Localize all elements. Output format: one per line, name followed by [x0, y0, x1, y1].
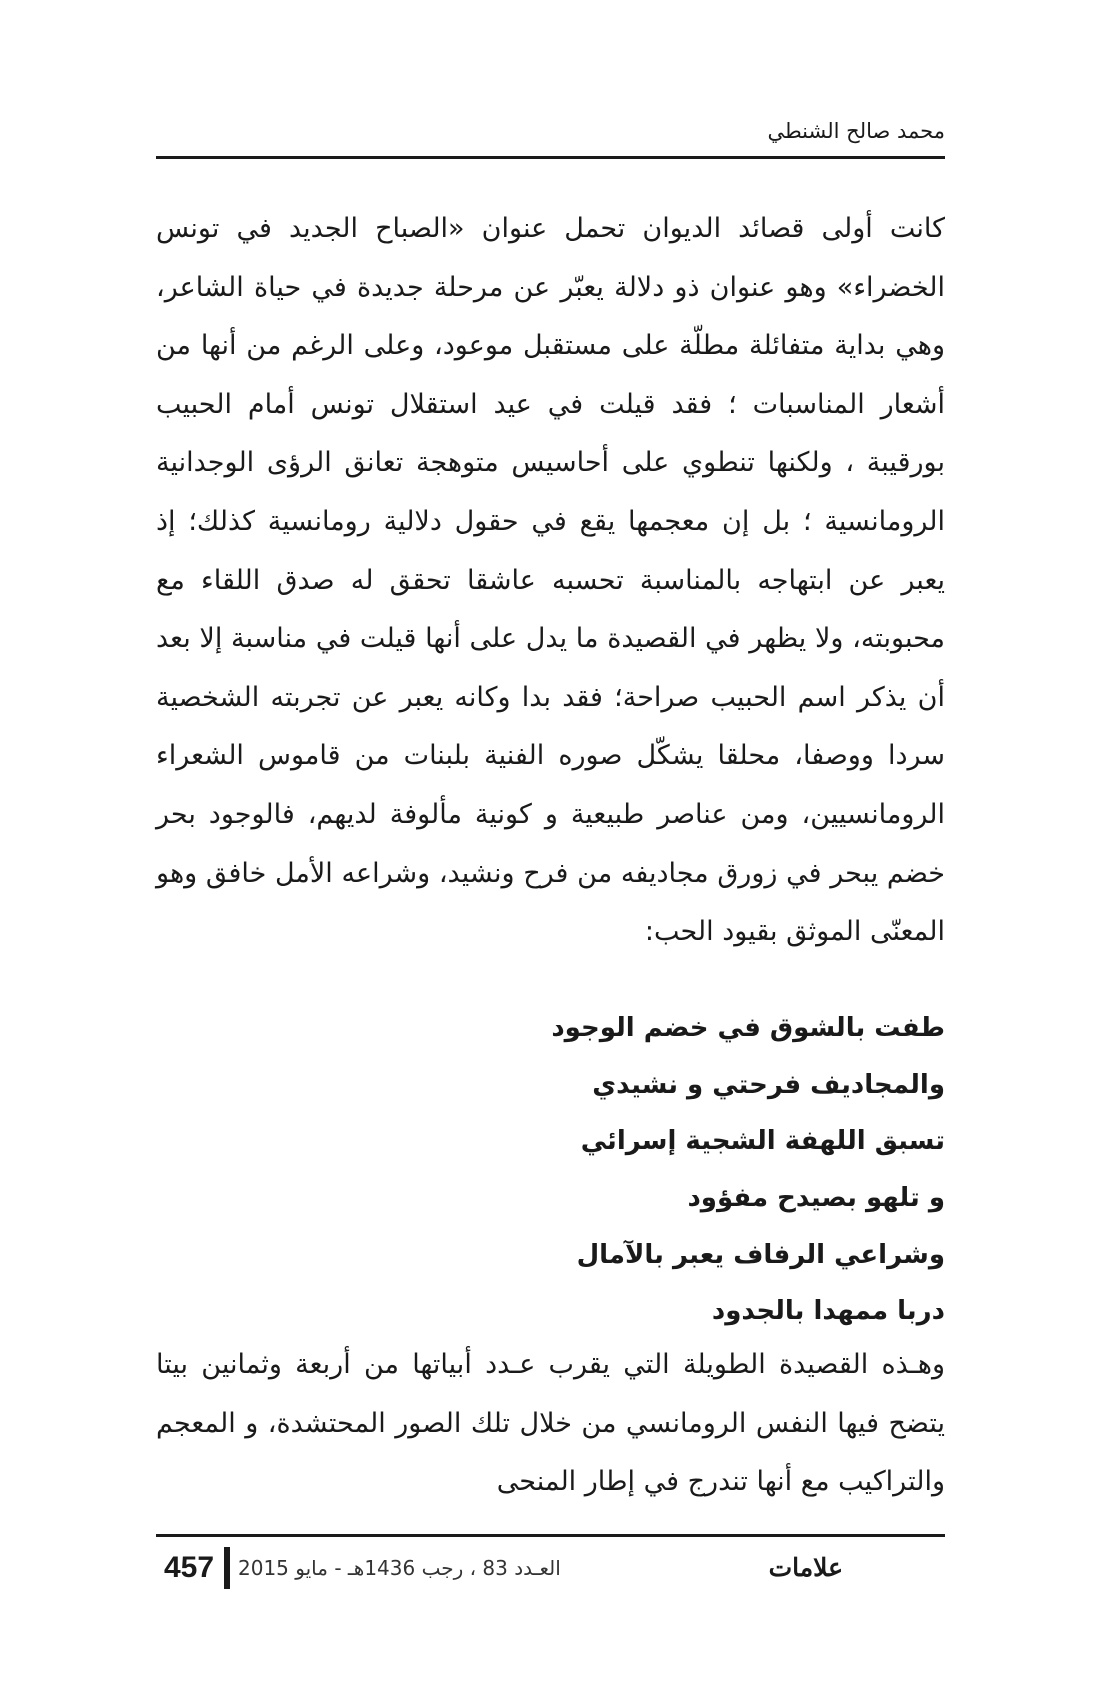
poem-line-6: دربا ممهدا بالجدود: [711, 1296, 945, 1327]
poem-line-1: طفت بالشوق في خضم الوجود: [551, 1013, 945, 1043]
poem-excerpt: [156, 1000, 945, 1340]
issue-info: العـدد 83 ، رجب 1436هـ - مايو 2015: [238, 1556, 561, 1580]
journal-logo: علامات: [768, 1553, 843, 1582]
poem-line-5: وشراعي الرفاف يعبر بالآمال: [576, 1239, 945, 1270]
poem-line-4: و تلهو بصيدح مفؤود: [687, 1183, 945, 1214]
running-header-author: محمد صالح الشنطي: [767, 119, 945, 143]
poem-line-3: تسبق اللهفة الشجية إسرائي: [580, 1126, 945, 1157]
header-divider: [156, 156, 945, 159]
poem-line-2: والمجاديف فرحتي و نشيدي: [592, 1069, 945, 1100]
footer-divider: [156, 1534, 945, 1537]
page-footer: [156, 1543, 945, 1593]
page-number: 457: [164, 1551, 215, 1584]
footer-separator-bar: [224, 1547, 230, 1589]
body-paragraph-1: كانت أولى قصائد الديوان تحمل عنوان «الصباح الجديد في تونس الخضراء» وهو عنوان ذو دلالة يعبّر عن مرحلة جديدة في حياة الشاعر، وهي بداية متفائلة مطلّة على مستقبل موعود، وعلى الرغم من أنها من أشعار المناسبات ؛ فقد قيلت في عيد استقلال تونس أمام الحبيب بورقيبة ، ولكنها تنطوي على أحاسيس متوهجة تعانق الرؤى الوجدانية الرومانسية ؛ بل إن معجمها يقع في حقول دلالية رومانسية كذلك؛ إذ يعبر عن ابتهاجه بالمناسبة تحسبه عاشقا تحقق له صدق اللقاء مع محبوبته، ولا يظهر في القصيدة ما يدل على أنها قيلت في مناسبة إلا بعد أن يذكر اسم الحبيب صراحة؛ فقد بدا وكانه يعبر عن تجربته الشخصية سردا ووصفا، محلقا يشكّل صوره الفنية بلبنات من قاموس الشعراء الرومانسيين، ومن عناصر طبيعية و كونية مألوفة لديهم، فالوجود بحر خضم يبحر في زورق مجاديفه من فرح ونشيد، وشراعه الأمل خافق وهو المعنّى الموثق بقيود الحب:: [156, 213, 945, 948]
body-paragraph-2: وهـذه القصيدة الطويلة التي يقرب عـدد أبياتها من أربعة وثمانين بيتا يتضح فيها النفس الرومانسي من خلال تلك الصور المحتشدة، و المعجم والتراكيب مع أنها تندرج في إطار المنحى: [156, 1349, 945, 1498]
